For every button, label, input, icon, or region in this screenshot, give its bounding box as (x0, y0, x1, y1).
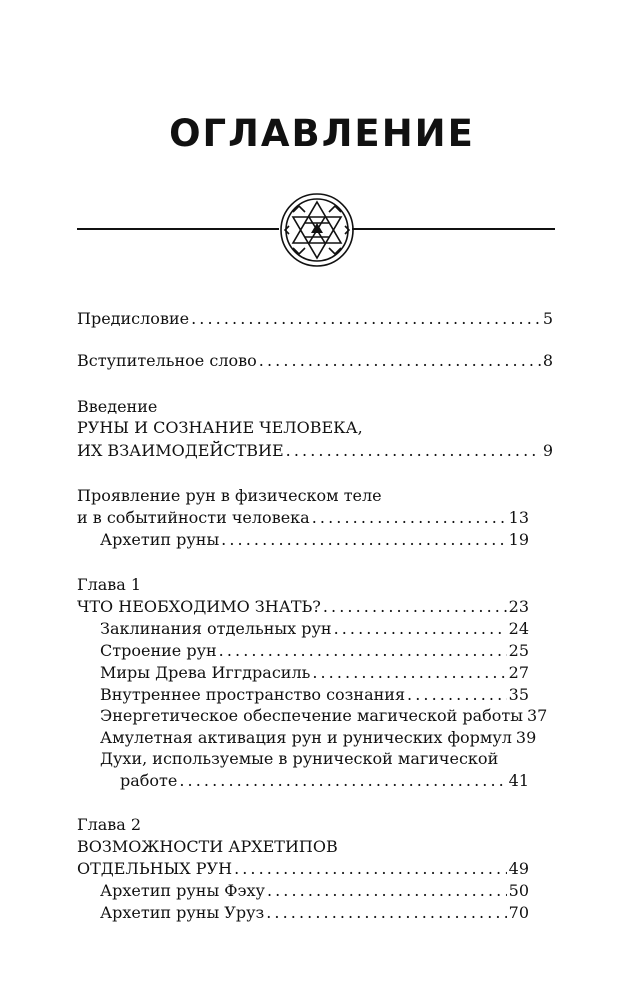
toc-entry-chapter1[interactable]: ЧТО НЕОБХОДИМО ЗНАТЬ? ..... 23 (77, 597, 529, 617)
introduction-title-line1: РУНЫ И СОЗНАНИЕ ЧЕЛОВЕКА, (77, 418, 363, 437)
manifestation-title-line1: Проявление рун в физическом теле (77, 486, 382, 505)
page-title: ОГЛАВЛЕНИЕ (169, 112, 475, 155)
toc-entry-chapter2-item[interactable]: Архетип руны Фэху ..... 50 (100, 881, 529, 901)
page-number: 8 (542, 351, 553, 370)
dot-leader (267, 881, 507, 901)
toc-entry-preface[interactable]: Предисловие ..... 5 (77, 309, 553, 329)
page-number: 13 (508, 508, 529, 527)
page-number: 49 (508, 859, 529, 878)
page-number: 5 (542, 309, 553, 328)
chapter1-heading: Глава 1 (77, 575, 142, 594)
dot-leader (191, 309, 541, 329)
toc-entry-chapter1-item[interactable]: Внутреннее пространство сознания ..... 35 (100, 685, 529, 705)
chapter2-heading: Глава 2 (77, 815, 142, 834)
page-number: 27 (508, 663, 529, 682)
page-number: 35 (508, 685, 529, 704)
spirits-title-line1: Духи, используемые в рунической магической (100, 749, 499, 768)
page-number: 23 (508, 597, 529, 616)
toc-entry-rune-archetype[interactable]: Архетип руны ..... 19 (100, 530, 529, 550)
dot-leader (407, 685, 507, 705)
dot-leader (179, 771, 506, 791)
page-number: 70 (508, 903, 529, 922)
toc-entry-manifestation[interactable]: и в событийности человека ..... 13 (77, 508, 529, 528)
page-number: 50 (508, 881, 529, 900)
toc-entry-chapter1-item[interactable]: Амулетная активация рун и рунических формул 39 (100, 728, 537, 747)
toc-entry-intro-word[interactable]: Вступительное слово ..... 8 (77, 351, 553, 371)
page-number: 39 (515, 728, 537, 747)
dot-leader (221, 530, 506, 550)
dot-leader (323, 597, 507, 617)
dot-leader (312, 663, 506, 683)
toc-entry-chapter1-item[interactable]: Заклинания отдельных рун ..... 24 (100, 619, 529, 639)
chapter2-title-line1: ВОЗМОЖНОСТИ АРХЕТИПОВ (77, 837, 338, 856)
dot-leader (234, 859, 507, 879)
dot-leader (286, 441, 541, 461)
introduction-heading: Введение (77, 397, 158, 416)
toc-entry-chapter1-item[interactable]: Строение рун ..... 25 (100, 641, 529, 661)
page-number: 24 (508, 619, 529, 638)
toc-entry-chapter2-item[interactable]: Архетип руны Уруз ..... 70 (100, 903, 529, 923)
page-number: 19 (508, 530, 529, 549)
toc-entry-introduction[interactable]: ИХ ВЗАИМОДЕЙСТВИЕ ..... 9 (77, 441, 553, 461)
page-number: 41 (508, 771, 529, 790)
toc-entry-chapter1-item[interactable]: Энергетическое обеспечение магической работы 37 (100, 706, 548, 725)
page-number: 37 (527, 706, 548, 725)
toc-entry-spirits[interactable]: работе ..... 41 (120, 771, 529, 791)
dot-leader (312, 508, 507, 528)
dot-leader (219, 641, 507, 661)
dot-leader (266, 903, 506, 923)
page-number: 9 (542, 441, 553, 460)
page-number: 25 (508, 641, 529, 660)
dot-leader (334, 619, 507, 639)
dot-leader (259, 351, 541, 371)
toc-entry-chapter1-item[interactable]: Миры Древа Иггдрасиль ..... 27 (100, 663, 529, 683)
toc-entry-chapter2[interactable]: ОТДЕЛЬНЫХ РУН ..... 49 (77, 859, 529, 879)
